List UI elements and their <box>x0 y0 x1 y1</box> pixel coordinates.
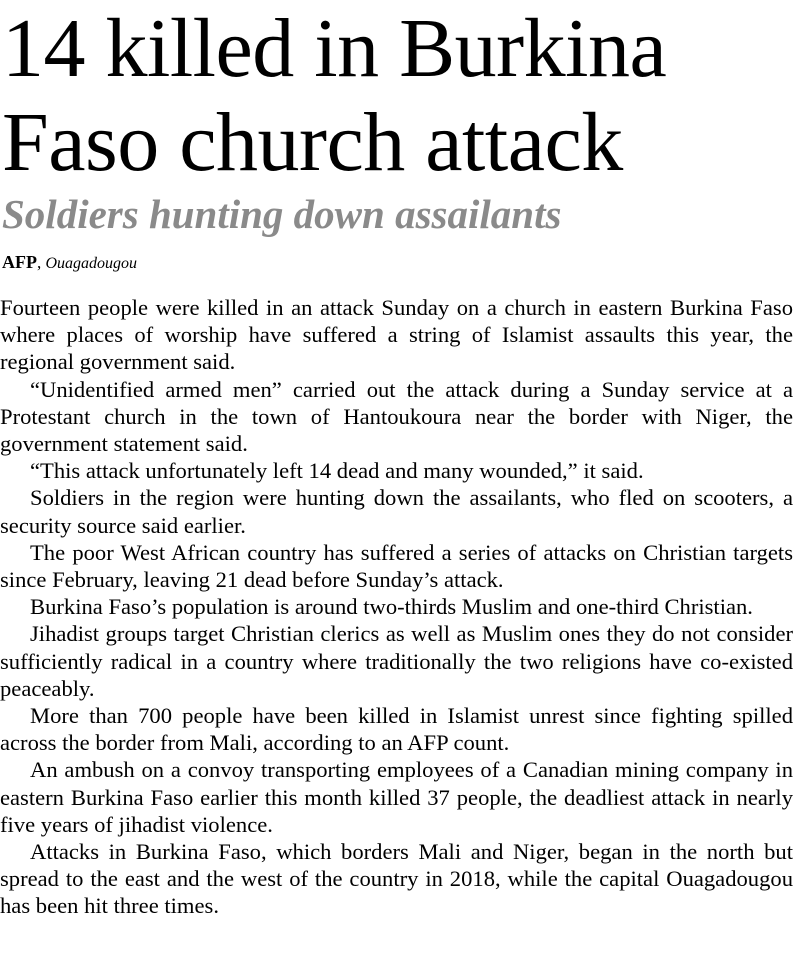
paragraph: “Unidentified armed men” carried out the attack during a Sunday service at a Protestant church in the town of Hantoukoura near the border with Niger, the government statement said. <box>0 376 793 457</box>
paragraph: Burkina Faso’s population is around two-thirds Muslim and one-third Christian. <box>30 594 753 620</box>
article-body <box>0 294 793 920</box>
byline-location: Ouagadougou <box>45 255 138 272</box>
paragraph: Fourteen people were killed in an attack Sunday on a church in eastern Burkina Faso where places of worship have suffered a string of Islamist assaults this year, the regional government said. <box>0 295 793 375</box>
subheadline: Soldiers hunting down assailants <box>2 191 562 237</box>
paragraph: More than 700 people have been killed in Islamist unrest since fighting spilled across the border from Mali, according to an AFP count. <box>0 703 793 756</box>
headline-line-2: Faso church attack <box>2 96 623 189</box>
paragraph: An ambush on a convoy transporting employees of a Canadian mining company in eastern Burkina Faso earlier this month killed 37 people, the deadliest attack in nearly five years of jihadist violence. <box>0 757 793 837</box>
byline-agency: AFP <box>2 252 37 272</box>
paragraph: Soldiers in the region were hunting down the assailants, who fled on scooters, a security source said earlier. <box>0 485 793 538</box>
paragraph: “This attack unfortunately left 14 dead and many wounded,” it said. <box>30 458 644 484</box>
headline-line-1: 14 killed in Burkina <box>2 2 667 95</box>
paragraph: Attacks in Burkina Faso, which borders Mali and Niger, began in the north but spread to the east and the west of the country in 2018, while the capital Ouagadougou has been hit three times. <box>0 839 793 919</box>
byline-separator: , <box>37 253 42 272</box>
headline <box>2 2 793 190</box>
paragraph: The poor West African country has suffered a series of attacks on Christian targets since February, leaving 21 dead before Sunday’s attack. <box>0 539 793 593</box>
paragraph: Jihadist groups target Christian clerics as well as Muslim ones they do not consider sufficiently radical in a country where traditionally the two religions have co-existed peaceably. <box>0 621 793 701</box>
byline <box>2 250 137 276</box>
